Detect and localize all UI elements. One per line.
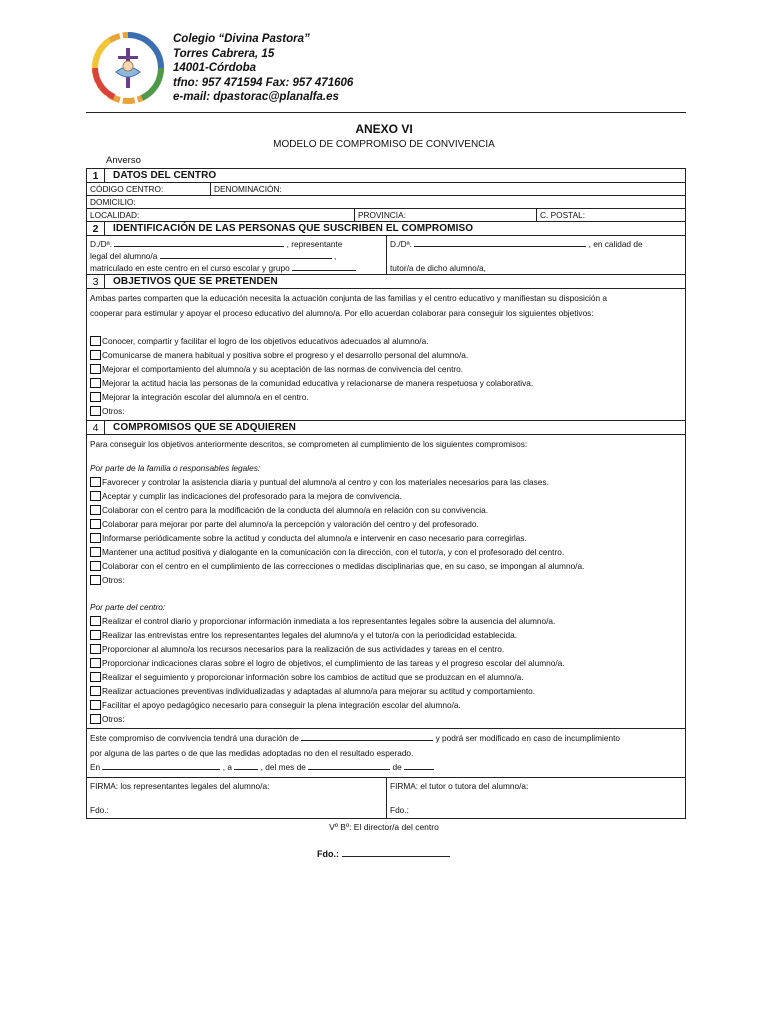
section-number: 4 [87, 421, 105, 435]
curso-grupo-input[interactable] [292, 262, 356, 271]
tutor-identification [387, 236, 685, 274]
centre-commitment-label: Facilitar el apoyo pedagógico necesario para conseguir la plena integración escolar del alumno/a. [102, 700, 461, 710]
checkbox[interactable] [90, 392, 101, 402]
commitments-block [87, 435, 685, 729]
objective-item [90, 362, 682, 376]
family-commitment-label: Informarse periódicamente sobre la actitud y conducta del alumno/a e intervenir en caso necesario para corregirlas. [102, 533, 527, 543]
checkbox[interactable] [90, 644, 101, 654]
calidad-label: , en calidad de [588, 239, 643, 249]
objectives-block [87, 289, 685, 421]
place-input[interactable] [102, 761, 220, 770]
family-commitment-label: Aceptar y cumplir las indicaciones del profesorado para la mejora de convivencia. [102, 491, 402, 501]
family-commitment [90, 545, 682, 559]
section-3-header [87, 275, 685, 289]
objective-item-label: Mejorar la actitud hacia las personas de la comunidad educativa y relacionarse de manera respetuosa y colaborativa. [102, 378, 534, 388]
centre-commitment-label: Realizar el seguimiento y proporcionar información sobre los cambios de actitud que se produzcan en el alumno/a. [102, 672, 524, 682]
section-title: OBJETIVOS QUE SE PRETENDEN [113, 276, 278, 287]
school-street: Torres Cabrera, 15 [173, 47, 275, 60]
family-commitment [90, 573, 682, 587]
checkbox[interactable] [90, 630, 101, 640]
checkbox[interactable] [90, 519, 101, 529]
parent-identification: D./Dª. , representante legal del alumno/a , matriculado en este centro en el curso escolar y grupo [87, 236, 387, 274]
header-divider [86, 112, 686, 113]
commitments-intro: Para conseguir los objetivos anteriormente descritos, se comprometen al cumplimiento de los siguientes compromisos: [90, 439, 528, 449]
localidad-row [87, 209, 685, 222]
provincia-field[interactable]: PROVINCIA: [355, 209, 537, 221]
section-number: 2 [87, 222, 105, 236]
section-number: 3 [87, 275, 105, 289]
form-table [86, 168, 686, 819]
objective-item-label: Mejorar el comportamiento del alumno/a y su aceptación de las normas de convivencia del centro. [102, 364, 464, 374]
school-city: 14001-Córdoba [173, 62, 257, 74]
checkbox[interactable] [90, 547, 101, 557]
family-commitment [90, 503, 682, 517]
objective-item [90, 348, 682, 362]
family-commitment-label: Mantener una actitud positiva y dialogante en la comunicación con la dirección, con el tutor/a, y con el profesorado del centro. [102, 547, 565, 557]
objective-item [90, 334, 682, 348]
checkbox[interactable] [90, 336, 101, 346]
checkbox[interactable] [90, 350, 101, 360]
checkbox[interactable] [90, 505, 101, 515]
objective-item-label: Conocer, compartir y facilitar el logro de los objetivos educativos adecuados al alumno/a. [102, 336, 429, 346]
centre-commitment-label: Proporcionar indicaciones claras sobre el logro de objetivos, el cumplimiento de las tareas y el progreso escolar del alumno/a. [102, 658, 565, 668]
family-commitment-label: Colaborar con el centro en el cumplimiento de las correcciones o medidas disciplinarias que, en su caso, se impongan al alumno/a. [102, 561, 585, 571]
family-commitment [90, 475, 682, 489]
dd-label: D./Dª. [90, 239, 112, 249]
family-commitments-list [90, 475, 682, 587]
parent-name-input[interactable] [114, 238, 284, 247]
representante-label: , representante [286, 239, 343, 249]
family-commitment-label: Favorecer y controlar la asistencia diaria y puntual del alumno/a al centro y con los materiales necesarios para las clases. [102, 477, 549, 487]
centre-heading: Por parte del centro: [90, 602, 166, 612]
centre-commitment [90, 642, 682, 656]
dd-label: D./Dª. [390, 239, 412, 249]
year-input[interactable] [404, 761, 434, 770]
centre-commitment [90, 698, 682, 712]
section-title: IDENTIFICACIÓN DE LAS PERSONAS QUE SUSCRIBEN EL COMPROMISO [113, 223, 474, 234]
centre-commitment [90, 670, 682, 684]
checkbox[interactable] [90, 672, 101, 682]
checkbox[interactable] [90, 561, 101, 571]
tutor-name-input[interactable] [414, 238, 586, 247]
director-signature-line[interactable] [342, 848, 450, 857]
centre-commitment [90, 684, 682, 698]
centre-commitment [90, 712, 682, 726]
director-signature: Fdo.: [317, 848, 450, 859]
signatures-row [87, 778, 685, 818]
family-commitment [90, 489, 682, 503]
checkbox[interactable] [90, 700, 101, 710]
checkbox[interactable] [90, 533, 101, 543]
checkbox[interactable] [90, 658, 101, 668]
centre-commitment-label: Otros: [102, 714, 125, 724]
duration-input[interactable] [301, 732, 433, 741]
domicilio-field[interactable] [87, 196, 685, 209]
centre-commitment [90, 614, 682, 628]
centre-commitments-list [90, 614, 682, 726]
document-title: ANEXO VI [355, 122, 413, 136]
section-title: COMPROMISOS QUE SE ADQUIEREN [113, 422, 297, 433]
tutor-signature-cell[interactable] [387, 778, 685, 818]
director-approval: Vº Bº: El director/a del centro [329, 822, 439, 832]
day-input[interactable] [234, 761, 258, 770]
section-4-header [87, 421, 685, 435]
objective-item [90, 404, 682, 418]
school-phone: tfno: 957 471594 Fax: 957 471606 [173, 76, 354, 89]
family-commitment-label: Colaborar para mejorar por parte del alumno/a la percepción y valoración del centro y del profesorado. [102, 519, 479, 529]
document-subtitle: MODELO DE COMPROMISO DE CONVIVENCIA [273, 139, 495, 150]
objectives-list [90, 334, 682, 418]
family-commitment-label: Colaborar con el centro para la modificación de la conducta del alumno/a en relación con su convivencia. [102, 505, 489, 515]
school-logo [92, 32, 164, 104]
parents-signature-label: FIRMA: los representantes legales del alumno/a: [90, 780, 270, 791]
centre-commitment-label: Proporcionar al alumno/a los recursos necesarios para la realización de sus actividades y tareas en el centro. [102, 644, 505, 654]
section-1-header [87, 169, 685, 183]
objective-item-label: Otros: [102, 406, 125, 416]
checkbox[interactable] [90, 477, 101, 487]
parents-signature-cell[interactable] [87, 778, 387, 818]
objectives-intro: Ambas partes comparten que la educación necesita la actuación conjunta de las familias y el centro educativo y manifiestan su disposición a cooperar para estimular y apoyar el proceso educativo del alumno/a. Por ello acuerdan colaborar para conseguir los siguientes objetivos: [90, 293, 608, 318]
parents-fdo-label: Fdo.: [90, 804, 109, 815]
objective-item-label: Comunicarse de manera habitual y positiva sobre el progreso y el desarrollo personal del alumno/a. [102, 350, 469, 360]
family-commitment-label: Otros: [102, 575, 125, 585]
family-heading: Por parte de la familia o responsables legales: [90, 463, 261, 473]
checkbox[interactable] [90, 406, 101, 416]
codigo-row [87, 183, 685, 196]
tutor-fdo-label: Fdo.: [390, 804, 409, 815]
month-input[interactable] [308, 761, 390, 770]
codigo-centro-field[interactable]: CÓDIGO CENTRO: [87, 183, 211, 195]
centre-commitment-label: Realizar el control diario y proporcionar información inmediata a los representantes legales sobre la ausencia del alumno/a. [102, 616, 556, 626]
centre-commitment [90, 628, 682, 642]
checkbox[interactable] [90, 686, 101, 696]
section-title: DATOS DEL CENTRO [113, 170, 217, 181]
centre-commitment-label: Realizar las entrevistas entre los representantes legales del alumno/a y el tutor/a con la periodicidad establecida. [102, 630, 518, 640]
centre-commitment-label: Realizar actuaciones preventivas individualizadas y adaptadas al alumno/a para mejorar su actitud y comportamiento. [102, 686, 536, 696]
checkbox[interactable] [90, 491, 101, 501]
section-number: 1 [87, 169, 105, 183]
matriculado-label: matriculado en este centro en el curso escolar y grupo [90, 263, 290, 273]
objective-item [90, 390, 682, 404]
checkbox[interactable] [90, 378, 101, 388]
identification-row [87, 236, 685, 275]
duration-block: Este compromiso de convivencia tendrá una duración de y podrá ser modificado en caso de incumplimiento por alguna de las partes o de que las medidas adoptadas no den el resultado esperado. En , a , del mes de de [87, 729, 685, 778]
family-commitment [90, 531, 682, 545]
denominacion-field[interactable]: DENOMINACIÓN: [214, 184, 282, 194]
family-commitment [90, 517, 682, 531]
legal-label: legal del alumno/a [90, 251, 158, 261]
school-name: Colegio “Divina Pastora” [173, 33, 310, 45]
objective-item-label: Mejorar la integración escolar del alumno/a en el centro. [102, 392, 309, 402]
cpostal-field[interactable]: C. POSTAL: [540, 210, 586, 220]
checkbox[interactable] [90, 616, 101, 626]
school-email: e-mail: dpastorac@planalfa.es [173, 91, 339, 103]
localidad-field[interactable]: LOCALIDAD: [87, 209, 355, 221]
objective-item [90, 376, 682, 390]
checkbox[interactable] [90, 575, 101, 585]
school-info [173, 32, 353, 105]
checkbox[interactable] [90, 714, 101, 724]
centre-commitment [90, 656, 682, 670]
section-2-header [87, 222, 685, 236]
tutor-signature-label: FIRMA: el tutor o tutora del alumno/a: [390, 780, 529, 791]
tutor-label: tutor/a de dicho alumno/a, [390, 263, 486, 273]
side-label: Anverso [106, 155, 141, 166]
student-name-input[interactable] [160, 250, 332, 259]
domicilio-label: DOMICILIO: [90, 197, 136, 207]
checkbox[interactable] [90, 364, 101, 374]
family-commitment [90, 559, 682, 573]
